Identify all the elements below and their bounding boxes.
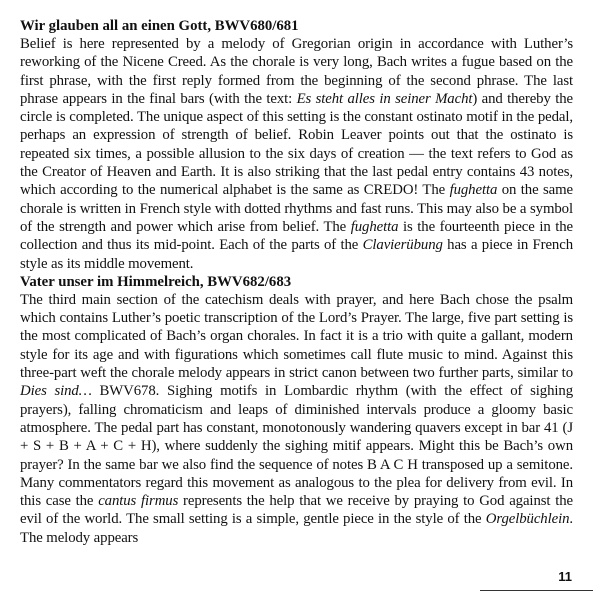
text-run: represents the help that we receive by praying to God against the evil of the world. The small setting is a simple, gentle piece in the style of the	[20, 493, 573, 528]
section-wir-glauben	[20, 17, 573, 273]
text-run: has a piece in French style as its middle movement.	[20, 237, 573, 272]
section-vater-unser	[20, 273, 573, 547]
section-paragraph	[20, 291, 573, 547]
page-number: 11	[558, 569, 572, 584]
italic-text-run: fughetta	[350, 218, 399, 235]
section-heading: Vater unser im Himmelreich, BWV682/683	[20, 273, 292, 290]
text-run: Belief is here represented by a melody of Gregorian origin in accordance with Luther’s reworking of the Nicene Creed. As the chorale is very long, Bach writes a fugue based on the first phrase, with the first reply formed from the beginning of the second phrase. The last phrase appears in the final bars (with the text:	[20, 36, 573, 107]
text-run: on the same chorale is written in French style with dotted rhythms and fast runs. This may also be a symbol of the strength and power which arise from belief. The	[20, 182, 573, 235]
text-run: is the fourteenth piece in the collection and thus its mid-point. Each of the parts of the	[20, 218, 573, 254]
italic-text-run: Dies sind…	[20, 383, 92, 400]
section-heading: Wir glauben all an einen Gott, BWV680/681	[20, 18, 299, 34]
italic-text-run: Es steht alles in seiner Macht	[296, 90, 473, 107]
text-run: BWV678. Sighing motifs in Lombardic rhythm (with the effect of sighing prayers), falling chromaticism and leaps of diminished intervals produce a gloomy basic atmosphere. The pedal part has constant, monotonously wandering quavers except in bar 41 (J + S + B + A + C + H), where suddenly the sighing mitif appears. Might this be Bach’s own prayer? In the same bar we also find the sequence of notes B A C H transposed up a semitone. Many commentators regard this movement as analogous to the plea for delivery from evil. In this case the	[20, 383, 573, 510]
italic-text-run: cantus firmus	[98, 493, 179, 510]
italic-text-run: Clavierübung	[362, 237, 443, 254]
italic-text-run: fughetta	[449, 182, 498, 199]
italic-text-run: Orgelbüchlein	[485, 511, 570, 528]
text-run: . The melody appears	[20, 511, 573, 546]
footer-rule	[480, 590, 593, 591]
text-run: ) and thereby the circle is completed. The unique aspect of this setting is the constant ostinato motif in the pedal, perhaps an expression of strength of belief. Robin Leaver points out that the ostinato is repeated six times, a possible allusion to the six days of creation — the text refers to God as the Creator of Heaven and Earth. It is also striking that the last pedal entry contains 43 notes, which according to the numerical alphabet is the same as CREDO! The	[20, 90, 573, 199]
text-run: The third main section of the catechism deals with prayer, and here Bach chose the psalm which contains Luther’s poetic transcription of the Lord’s Prayer. The large, five part setting is the most complicated of Bach’s organ chorales. In fact it is a trio with quite a gallant, modern style for its age and with figurations which sometimes call flute music to mind. Against this three-part weft the chorale melody appears in strict canon between two further parts, similar to	[20, 291, 573, 382]
section-paragraph	[20, 35, 573, 273]
